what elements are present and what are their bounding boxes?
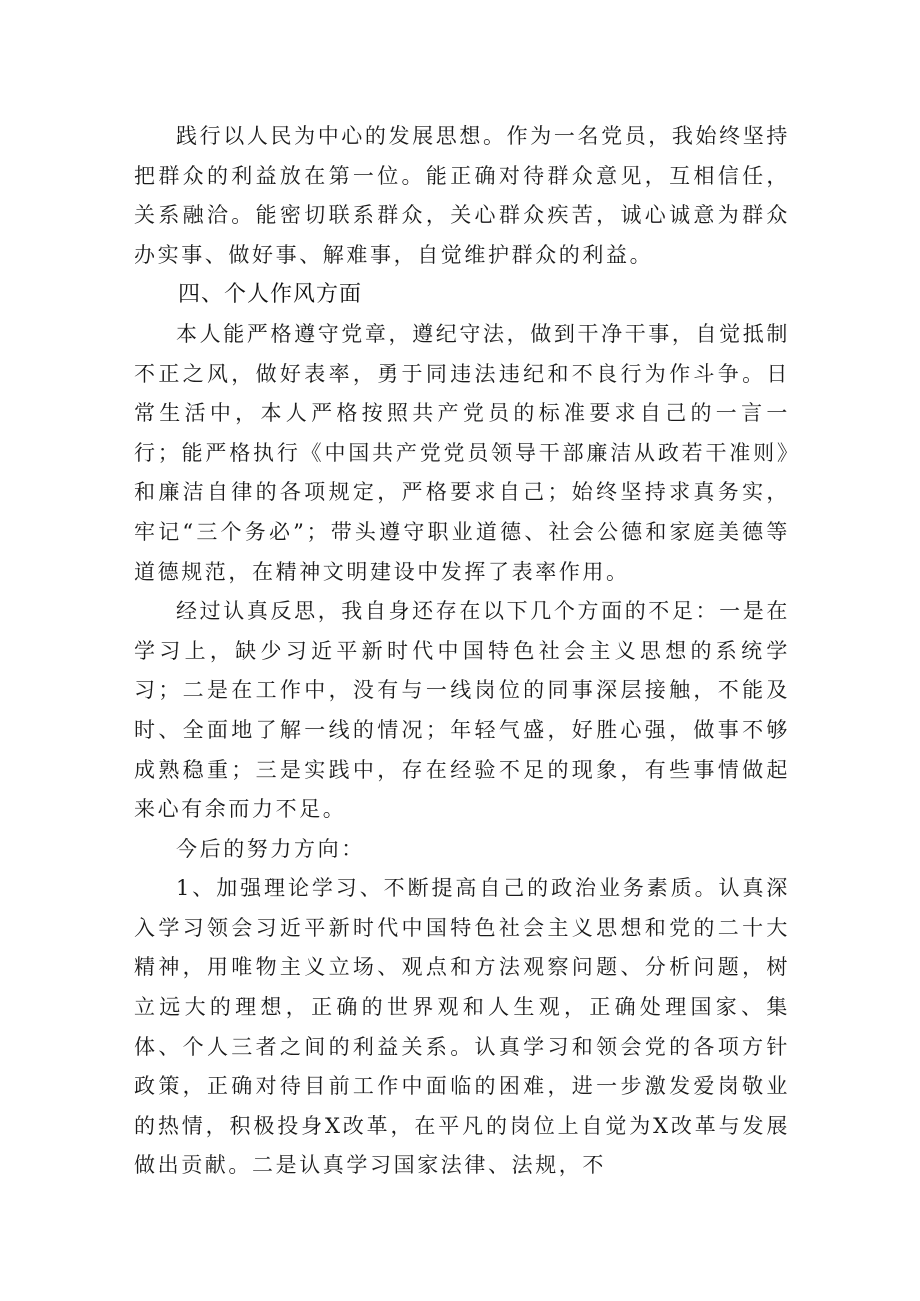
paragraph-future-direction-intro: 今后的努力方向： — [176, 836, 365, 861]
paragraph-discipline: 本人能严格遵守党章，遵纪守法，做到干净干事，自觉抵制不正之风，做好表率，勇于同违法违纪和不良行为作斗争。日常生活中，本人严格按照共产党员的标准要求自己的一言一行；能严格执行《中国共产党党员领导干部廉洁从政若干准则》和廉洁自律的各项规定，严格要求自己；始终坚持求真务实，牢记“三个务必”；带头遵守职业道德、社会公德和家庭美德等道德规范，在精神文明建设中发挥了表率作用。 — [134, 321, 790, 584]
paragraph-study-theory: 1、加强理论学习、不断提高自己的政治业务素质。认真深入学习领会习近平新时代中国特色社会主义思想和党的二十大精神，用唯物主义立场、观点和方法观察问题、分析问题，树立远大的理想，正确的世界观和人生观，正确处理国家、集体、个人三者之间的利益关系。认真学习和领会党的各项方针政策，正确对待目前工作中面临的困难，进一步激发爱岗敬业的热情，积极投身X改革，在平凡的岗位上自觉为X改革与发展做出贡献。二是认真学习国家法律、法规，不 — [134, 876, 790, 1178]
paragraph-mass-line: 践行以人民为中心的发展思想。作为一名党员，我始终坚持把群众的利益放在第一位。能正确对待群众意见，互相信任，关系融洽。能密切联系群众，关心群众疾苦，诚心诚意为群众办实事、做好事、解难事，自觉维护群众的利益。 — [134, 124, 790, 267]
section-heading-personal-style: 四、个人作风方面 — [178, 282, 363, 308]
document-body — [134, 117, 790, 1186]
paragraph-shortcomings: 经过认真反思，我自身还存在以下几个方面的不足：一是在学习上，缺少习近平新时代中国特色社会主义思想的系统学习；二是在工作中，没有与一线岗位的同事深层接触，不能及时、全面地了解一线的情况；年轻气盛，好胜心强，做事不够成熟稳重；三是实践中，存在经验不足的现象，有些事情做起来心有余而力不足。 — [134, 599, 790, 822]
